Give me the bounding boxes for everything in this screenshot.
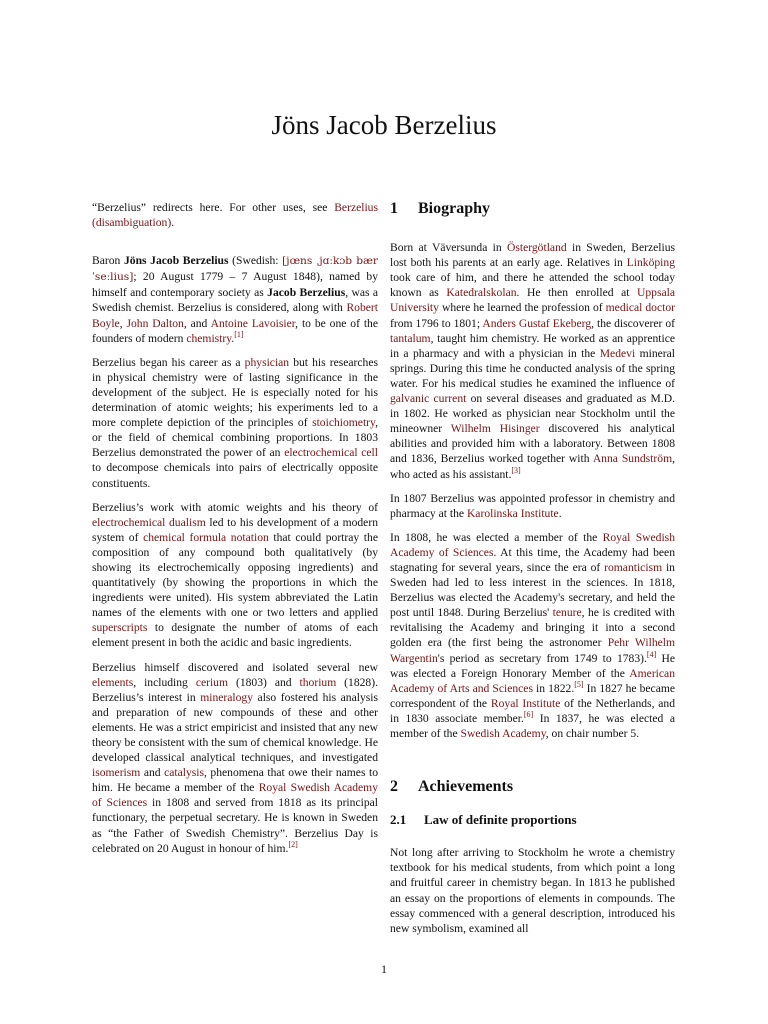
section-title: Achievements bbox=[418, 778, 514, 796]
definite-proportions-heading bbox=[390, 812, 675, 827]
text: mineral springs. During this time he conducted analysis of the spring water. For his medical studies he examined the influence of bbox=[390, 346, 675, 390]
mineralogy-link[interactable]: mineralogy bbox=[200, 690, 254, 704]
text: . He then enrolled at bbox=[516, 286, 637, 300]
hatnote-text: “Berzelius” redirects here. For other uses, see bbox=[92, 201, 335, 214]
subsection-title: Law of definite proportions bbox=[424, 812, 577, 828]
text: In 1808, he was elected a member of the bbox=[390, 530, 603, 544]
subsection-number: 2.1 bbox=[390, 812, 407, 828]
reference-link[interactable]: [6] bbox=[523, 710, 534, 720]
text: Baron bbox=[92, 254, 124, 268]
catalysis-link[interactable]: catalysis bbox=[164, 766, 204, 780]
text: (Swedish: bbox=[228, 254, 283, 268]
text: 's period as secretary from 1749 to 1783). bbox=[437, 651, 647, 665]
reference-link[interactable]: [4] bbox=[646, 649, 657, 659]
text: , on chair number 5. bbox=[545, 727, 640, 740]
subject-name: Jöns Jacob Berzelius bbox=[123, 254, 229, 268]
tenure-link[interactable]: tenure bbox=[552, 606, 582, 620]
text: to designate the number of atoms of each element present in both the acidic and basic ingredients. bbox=[92, 621, 378, 650]
text: . bbox=[558, 506, 562, 520]
text: on several diseases and graduated as M.D. in 1802. He worked as physician near Stockholm until the mineowner bbox=[390, 392, 675, 436]
text: (1828). Berzelius’s interest in bbox=[92, 675, 378, 704]
left-column bbox=[92, 200, 378, 865]
swedish-academy-link[interactable]: Swedish Academy bbox=[460, 727, 546, 740]
uppsala-university-link[interactable]: Uppsala University bbox=[390, 286, 675, 315]
wilhelm-hisinger-link[interactable]: Wilhelm Hisinger bbox=[450, 422, 540, 436]
thorium-link[interactable]: thorium bbox=[299, 675, 337, 689]
pehr-wilhelm-wargentin-link[interactable]: Pehr Wilhelm Wargentin bbox=[390, 636, 676, 665]
discoveries-paragraph bbox=[92, 660, 378, 856]
reference-link[interactable]: [1] bbox=[234, 329, 244, 339]
text: led to his development of a modern system of bbox=[92, 515, 378, 544]
page-title: Jöns Jacob Berzelius bbox=[271, 110, 497, 140]
text: in Sweden had led to less interest in the sciences. In 1818, Berzelius was elected the Academy's secretary, and held the post until 1848. During Berzelius' bbox=[390, 560, 675, 620]
achievements-section bbox=[390, 778, 675, 936]
career-paragraph bbox=[92, 355, 378, 491]
john-dalton-link[interactable]: John Dalton bbox=[126, 316, 184, 330]
katedralskolan-link[interactable]: Katedralskolan bbox=[446, 286, 517, 300]
text: , bbox=[119, 316, 127, 330]
right-column bbox=[390, 200, 675, 945]
cerium-link[interactable]: cerium bbox=[195, 675, 229, 689]
text: Berzelius began his career as a bbox=[92, 355, 245, 369]
text: He was elected a Foreign Honorary Member of the bbox=[390, 651, 675, 680]
subject-short-name: Jacob Berzelius bbox=[267, 286, 346, 300]
text: in Sweden, Berzelius lost both his parents at an early age. Relatives in bbox=[390, 241, 676, 270]
text: , phenomena that owe their names to him. He became a member of the bbox=[92, 766, 378, 795]
text: ; 20 August 1779 – 7 August 1848), named by himself and contemporary society as bbox=[92, 270, 378, 300]
text: in 1808 and served from 1818 as its principal functionary, the perpetual secretary. He is known in Sweden as “the Father of Swedish Chemistry”. Berzelius Day is celebrated on 20 August in honour of him. bbox=[92, 796, 378, 855]
text: Born at Väversunda in bbox=[390, 241, 507, 255]
text: Berzelius himself discovered and isolated several new bbox=[92, 660, 378, 674]
section-title: Biography bbox=[418, 200, 491, 217]
text: that could portray the composition of any compound both qualitatively (by showing its electrochemically opposing ingredients) and quantitatively (by showing the proportions in which the ingredients were united). His system abbreviated the Latin names of the elements with one or two letters and applied bbox=[92, 530, 378, 620]
hatnote-text: . bbox=[171, 216, 175, 230]
anders-gustaf-ekeberg-link[interactable]: Anders Gustaf Ekeberg bbox=[482, 316, 592, 330]
text: , taught him chemistry. He worked as an apprentice in a pharmacy and with a physician in the bbox=[390, 331, 675, 360]
text: In 1837, he was elected a member of the bbox=[390, 711, 675, 740]
achievements-paragraph-1: Not long after arriving to Stockholm he wrote a chemistry textbook for his medical students, from which point a long and fruitful career in chemistry began. In 1813 he published an essay on the proportions of elements in compounds. The essay commenced with a general description, introduced his new symbolism, examined all bbox=[390, 846, 675, 935]
biography-paragraph-3 bbox=[390, 530, 675, 741]
text: , was a Swedish chemist. Berzelius is considered, along with bbox=[92, 286, 378, 315]
robert-boyle-link[interactable]: Robert Boyle bbox=[92, 301, 378, 330]
text: (1803) and bbox=[228, 675, 300, 689]
ipa-pronunciation-link[interactable]: [jœns ˌjɑːkɔb bærˈseːlius] bbox=[92, 255, 379, 284]
text: discovered his analytical abilities and provided him with a laboratory. Between 1808 and 1836, Berzelius worked together with bbox=[390, 422, 675, 466]
american-academy-link[interactable]: American Academy of Arts and Sciences bbox=[390, 666, 675, 695]
text: In 1807 Berzelius was appointed professor in chemistry and pharmacy at the bbox=[390, 491, 675, 520]
work-paragraph bbox=[92, 500, 378, 651]
medical-doctor-link[interactable]: medical doctor bbox=[605, 301, 675, 315]
elements-link[interactable]: elements bbox=[92, 675, 134, 689]
hatnote bbox=[92, 200, 378, 230]
text: , he is credited with revitalising the Academy and bringing it into a second golden era (the first being the astronomer bbox=[390, 606, 675, 650]
tantalum-link[interactable]: tantalum bbox=[390, 331, 431, 345]
text: in 1822. bbox=[532, 681, 575, 695]
text: to decompose chemicals into pairs of electrically opposite constituents. bbox=[92, 461, 378, 490]
text: where he learned the profession of bbox=[438, 301, 606, 315]
electrochemical-dualism-link[interactable]: electrochemical dualism bbox=[92, 515, 206, 529]
text: In 1827 he became correspondent of the bbox=[390, 681, 676, 710]
biography-paragraph-1 bbox=[390, 240, 675, 482]
romanticism-link[interactable]: romanticism bbox=[604, 560, 663, 574]
isomerism-link[interactable]: isomerism bbox=[92, 766, 141, 780]
text: and bbox=[140, 766, 165, 780]
biography-heading bbox=[390, 200, 675, 216]
text: . At this time, the Academy had been stagnating for several years, since the era of bbox=[390, 545, 675, 574]
reference-link[interactable]: [3] bbox=[511, 465, 521, 475]
ostergotland-link[interactable]: Östergötland bbox=[506, 241, 567, 255]
text: also fostered his analysis and preparation of new compounds of these and other elements. He was a strict empiricist and insisted that any new theory be consistent with the sum of chemical knowledge. He developed classical analytical techniques, and investigated bbox=[92, 690, 378, 765]
text: , the discoverer of bbox=[591, 316, 676, 330]
text: , or the field of chemical combining proportions. In 1803 Berzelius demonstrated the power of an bbox=[92, 416, 378, 460]
chemical-formula-notation-link[interactable]: chemical formula notation bbox=[143, 530, 269, 544]
text: Berzelius’s work with atomic weights and his theory of bbox=[92, 500, 378, 514]
medevi-link[interactable]: Medevi bbox=[599, 346, 636, 360]
intro-paragraph bbox=[92, 253, 378, 346]
stoichiometry-link[interactable]: stoichiometry bbox=[312, 416, 376, 430]
text: but his researches in physical chemistry were of lasting significance in the development of the subject. He is especially noted for his determination of atomic weights; his experiments led to a more complete depiction of the principles of bbox=[92, 355, 379, 430]
text: , to be one of the founders of modern bbox=[92, 316, 378, 345]
biography-paragraph-2 bbox=[390, 491, 675, 521]
disambiguation-link[interactable]: Berzelius (disambiguation) bbox=[92, 201, 378, 230]
karolinska-institute-link[interactable]: Karolinska Institute bbox=[466, 506, 559, 520]
achievements-heading bbox=[390, 778, 675, 794]
chemistry-link[interactable]: chemistry bbox=[186, 331, 232, 345]
royal-swedish-academy-link[interactable]: Royal Swedish Academy of Sciences bbox=[92, 781, 378, 810]
royal-institute-link[interactable]: Royal Institute bbox=[490, 696, 561, 710]
text: of the Netherlands, and in 1830 associate member. bbox=[390, 696, 675, 725]
section-number: 2 bbox=[390, 778, 398, 796]
spacer bbox=[92, 239, 378, 253]
reference-link[interactable]: [5] bbox=[574, 679, 584, 689]
antoine-lavoisier-link[interactable]: Antoine Lavoisier bbox=[210, 316, 296, 330]
text: from 1796 to 1801; bbox=[390, 316, 483, 330]
text: , including bbox=[133, 675, 196, 689]
section-number: 1 bbox=[390, 200, 398, 217]
superscripts-link[interactable]: superscripts bbox=[92, 621, 148, 635]
reference-link[interactable]: [2] bbox=[288, 839, 298, 849]
galvanic-current-link[interactable]: galvanic current bbox=[390, 392, 467, 406]
physician-link[interactable]: physician bbox=[244, 355, 290, 369]
linkoping-link[interactable]: Linköping bbox=[626, 256, 675, 270]
royal-swedish-academy-link[interactable]: Royal Swedish Academy of Sciences bbox=[390, 530, 675, 559]
text: , who acted as his assistant. bbox=[390, 452, 675, 481]
text: took care of him, and there he attended the school today known as bbox=[390, 271, 675, 300]
page-number: 1 bbox=[381, 962, 387, 976]
spacer bbox=[390, 750, 675, 778]
anna-sundstrom-link[interactable]: Anna Sundström bbox=[592, 452, 673, 466]
text: . bbox=[231, 331, 235, 345]
electrochemical-cell-link[interactable]: electrochemical cell bbox=[284, 446, 378, 460]
text: , and bbox=[183, 316, 211, 330]
